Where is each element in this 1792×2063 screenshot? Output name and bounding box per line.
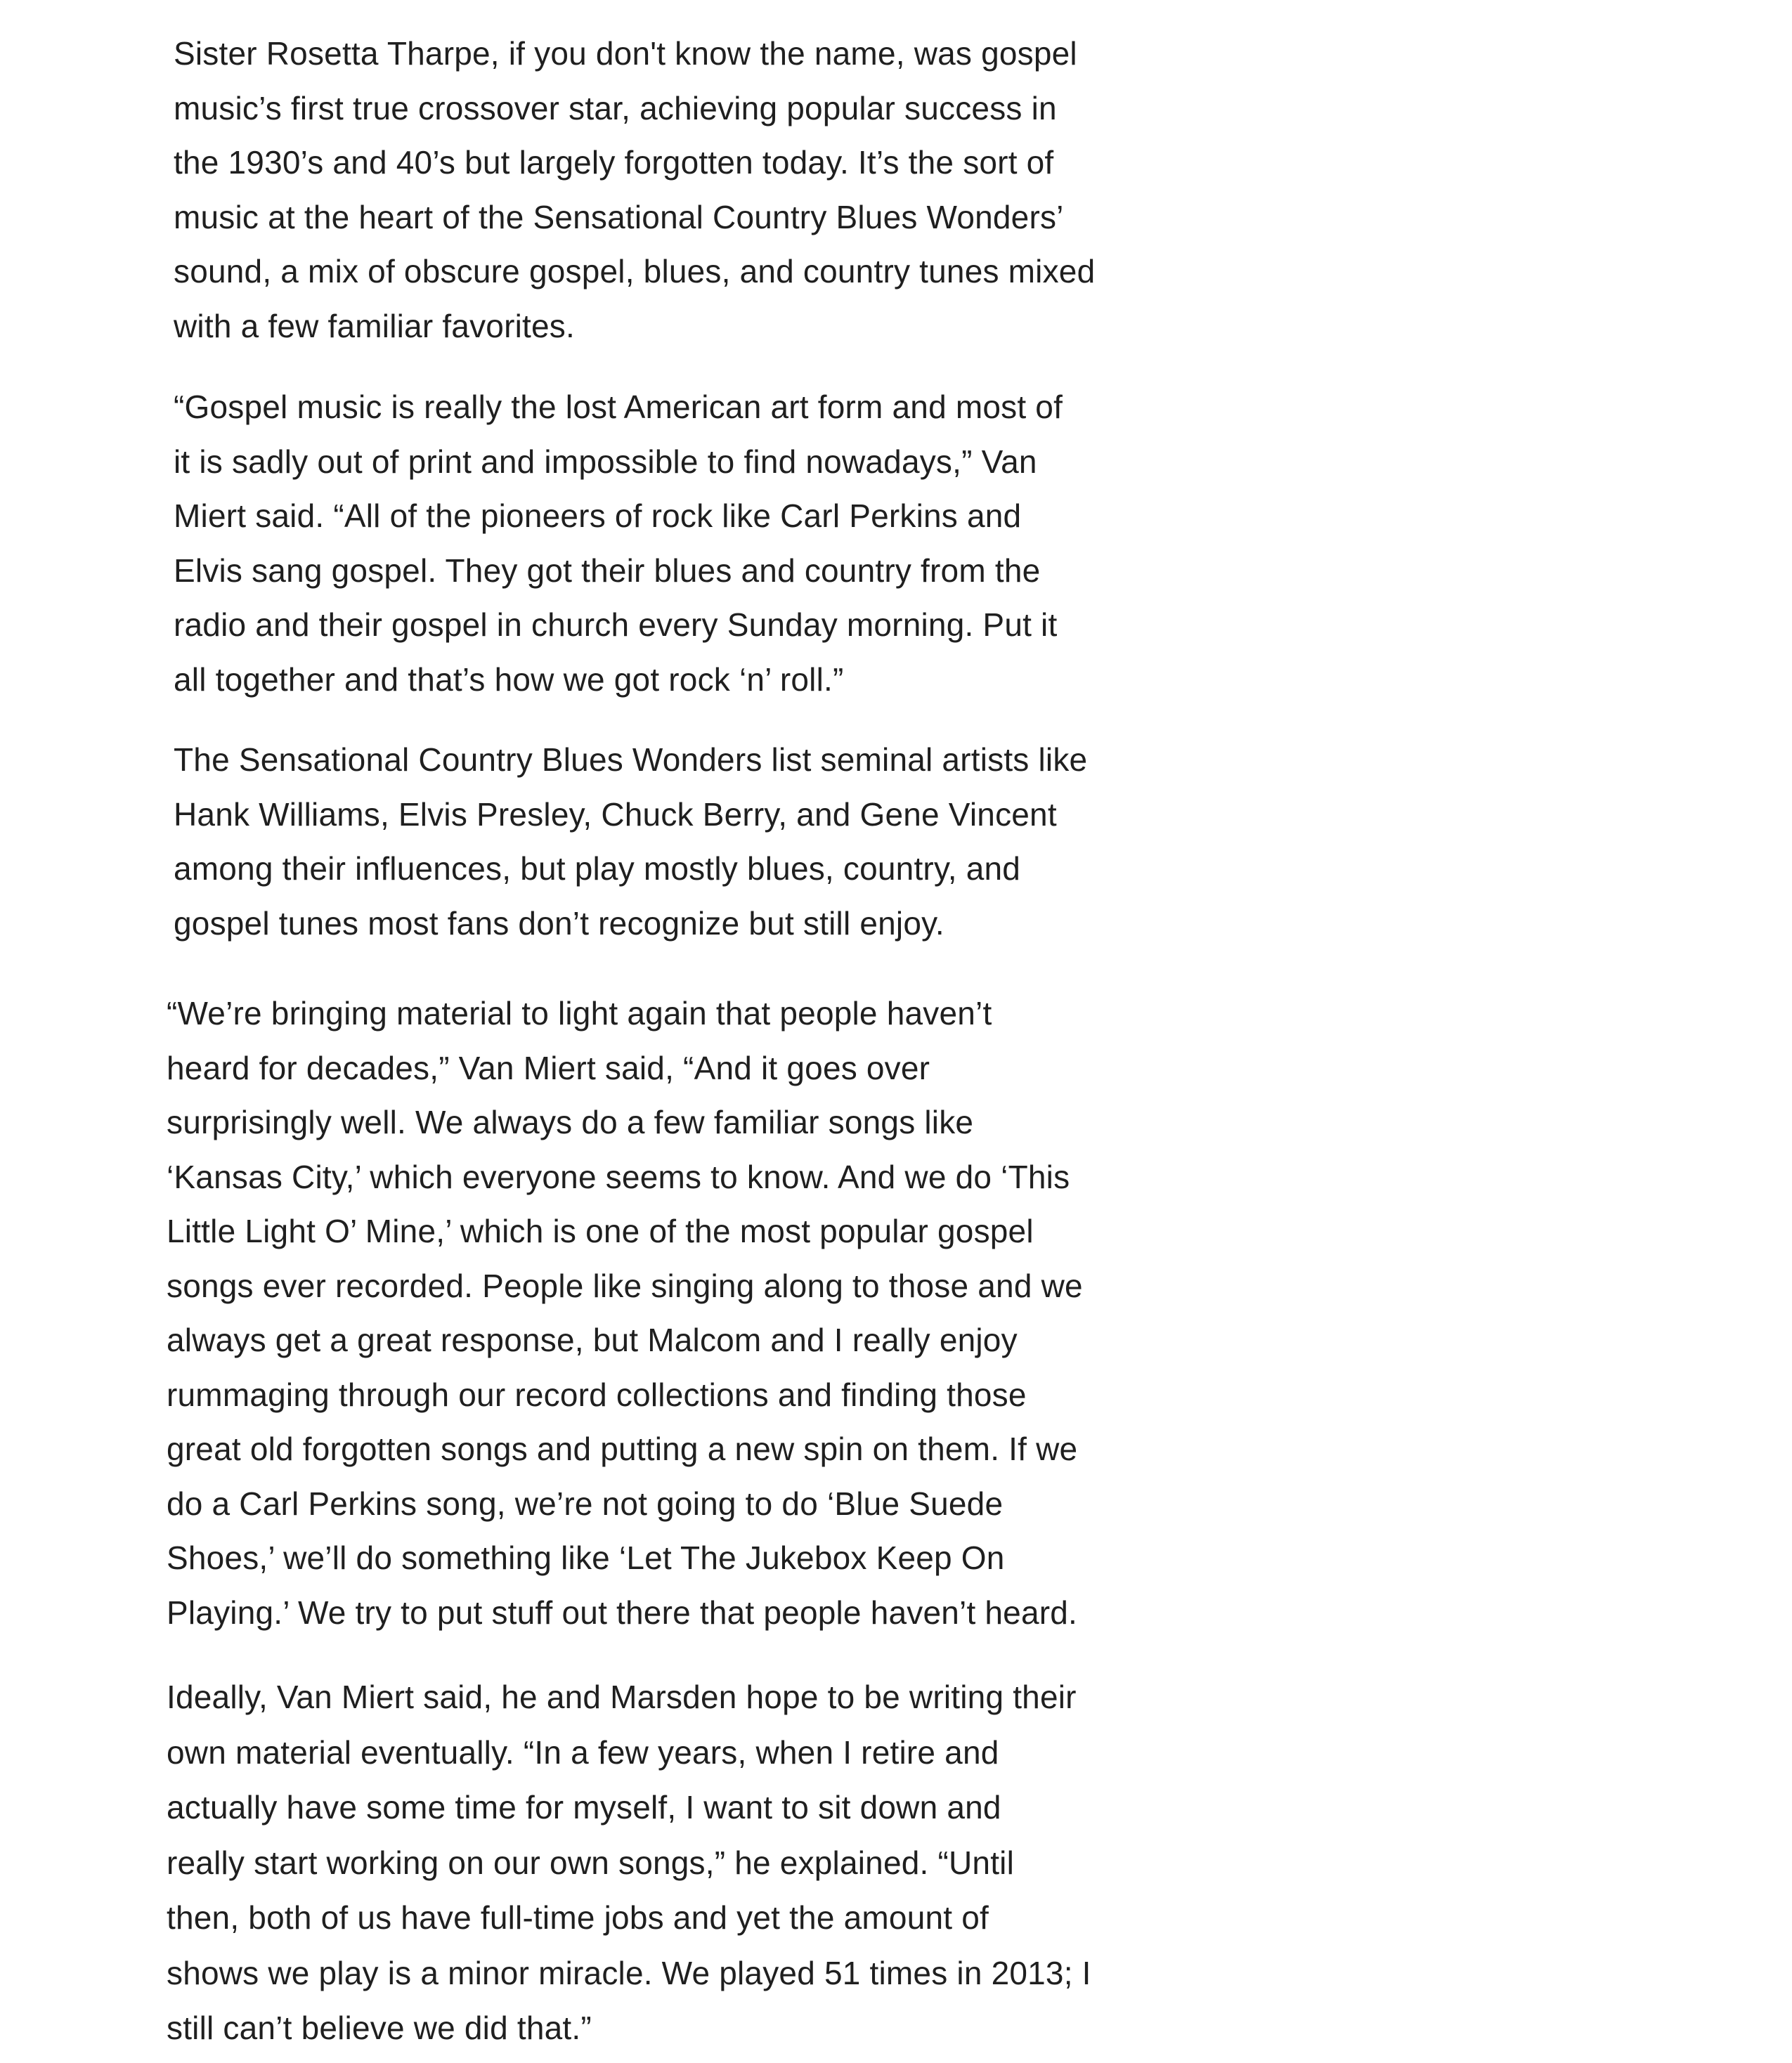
article-paragraph-2: “Gospel music is really the lost American art form and most of it is sadly out of print and impossible to find nowadays,” Van Miert said. “All of the pioneers of rock like Carl Perkins and Elvis sang gospel. They got their blues and country from the radio and their gospel in church every Sunday morning. Put it all together and that’s how we got rock ‘n’ roll.” (174, 389, 1063, 698)
article-paragraph-1: Sister Rosetta Tharpe, if you don't know the name, was gospel music’s first true crossover star, achieving popular success in the 1930’s and 40’s but largely forgotten today. It’s the sort of music at the heart of the Sensational Country Blues Wonders’ sound, a mix of obscure gospel, blues, and country tunes mixed with a few familiar favorites. (174, 35, 1096, 344)
article-paragraph-5: Ideally, Van Miert said, he and Marsden hope to be writing their own material eventually. “In a few years, when I retire and actually have some time for myself, I want to sit down and really start working on our own songs,” he explained. “Until then, both of us have full-time jobs and yet the amount of shows we play is a minor miracle. We played 51 times in 2013; I still can’t believe we did that.” (167, 1679, 1091, 2046)
article-paragraph-4: “We’re bringing material to light again that people haven’t heard for decades,” Van Miert said, “And it goes over surprisingly well. We always do a few familiar songs like ‘Kansas City,’ which everyone seems to know. And we do ‘This Little Light O’ Mine,’ which is one of the most popular gospel songs ever recorded. People like singing along to those and we always get a great response, but Malcom and I really enjoy rummaging through our record collections and finding those great old forgotten songs and putting a new spin on them. If we do a Carl Perkins song, we’re not going to do ‘Blue Suede Shoes,’ we’ll do something like ‘Let The Jukebox Keep On Playing.’ We try to put stuff out there that people haven’t heard. (167, 995, 1083, 1631)
article-paragraph-3: The Sensational Country Blues Wonders list seminal artists like Hank Williams, Elvis Presley, Chuck Berry, and Gene Vincent among their influences, but play mostly blues, country, and gospel tunes most fans don’t recognize but still enjoy. (174, 741, 1088, 942)
